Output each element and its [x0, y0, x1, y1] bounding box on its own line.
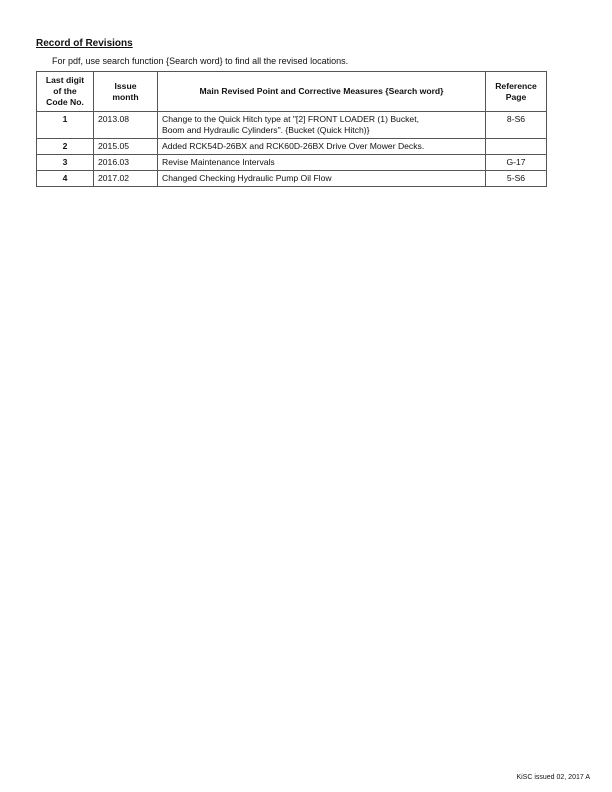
cell-reference: 5-S6 — [486, 171, 547, 187]
cell-code: 4 — [37, 171, 94, 187]
cell-reference: 8-S6 — [486, 112, 547, 139]
cell-reference: G-17 — [486, 155, 547, 171]
cell-reference — [486, 139, 547, 155]
header-code-line: of the — [53, 86, 77, 96]
description-line: Revise Maintenance Intervals — [162, 157, 275, 167]
header-code — [37, 72, 94, 112]
cell-description — [158, 155, 486, 171]
table-header-row — [37, 72, 547, 112]
revisions-table — [36, 71, 547, 187]
header-reference-line: Page — [505, 91, 527, 102]
table-row — [37, 139, 547, 155]
table-row — [37, 171, 547, 187]
cell-month: 2015.05 — [94, 139, 158, 155]
header-main-line: Main Revised Point and Corrective Measures {Search word} — [199, 86, 444, 96]
table-row — [37, 155, 547, 171]
cell-description — [158, 112, 486, 139]
cell-code: 2 — [37, 139, 94, 155]
header-code-line: Code No. — [46, 97, 84, 107]
description-line: Added RCK54D-26BX and RCK60D-26BX Drive Over Mower Decks. — [162, 141, 425, 151]
description-line: Changed Checking Hydraulic Pump Oil Flow — [162, 173, 332, 183]
table-row — [37, 112, 547, 139]
description-line: Change to the Quick Hitch type at "[2] FRONT LOADER (1) Bucket, — [162, 114, 419, 124]
header-code-line: Last digit — [45, 75, 85, 85]
header-reference-line: Reference — [495, 80, 537, 91]
footer-issue-note: KiSC issued 02, 2017 A — [516, 774, 590, 781]
header-month — [94, 72, 158, 112]
header-main — [158, 72, 486, 112]
header-reference — [486, 72, 547, 112]
cell-description — [158, 171, 486, 187]
cell-description — [158, 139, 486, 155]
header-month-line: month — [112, 91, 139, 102]
cell-month: 2017.02 — [94, 171, 158, 187]
description-line: Boom and Hydraulic Cylinders". {Bucket (Quick Hitch)} — [162, 125, 370, 135]
instruction-text: For pdf, use search function {Search word} to find all the revised locations. — [52, 56, 349, 66]
cell-code: 1 — [37, 112, 94, 139]
cell-code: 3 — [37, 155, 94, 171]
header-month-line: Issue — [114, 80, 137, 91]
cell-month: 2013.08 — [94, 112, 158, 139]
page-title: Record of Revisions — [36, 38, 133, 49]
cell-month: 2016.03 — [94, 155, 158, 171]
